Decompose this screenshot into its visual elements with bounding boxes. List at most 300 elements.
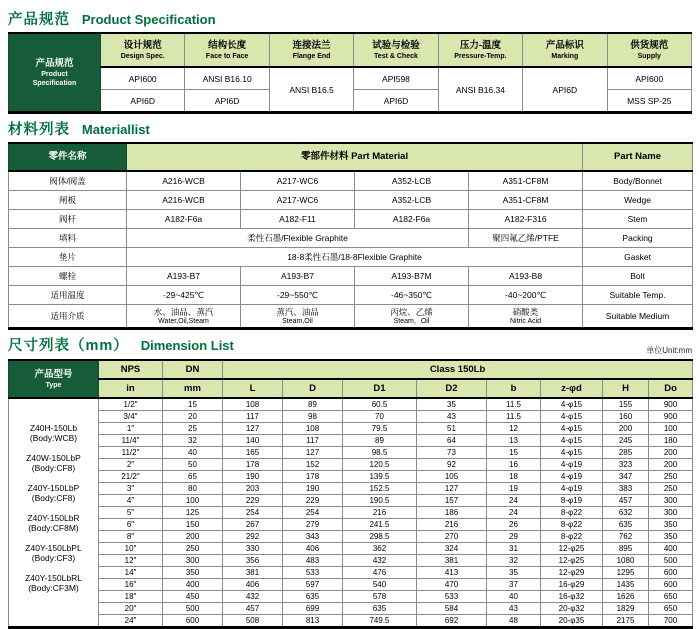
materials-part-label-header: 零件名称 <box>9 143 127 171</box>
part-name-cell: Wedge <box>583 191 693 210</box>
dimension-cell: 3/4″ <box>99 411 163 423</box>
dimension-cell: 15 <box>163 398 223 411</box>
dimension-cell: 127 <box>417 483 487 495</box>
dimension-cell: 300 <box>649 495 693 507</box>
dimension-cell: 356 <box>223 555 283 567</box>
dimension-cell: 584 <box>417 603 487 615</box>
dimension-cell: 160 <box>603 411 649 423</box>
material-cell: A217-WC6 <box>241 171 355 191</box>
dimension-cell: 98.5 <box>343 447 417 459</box>
dimension-cell: 24″ <box>99 615 163 628</box>
type-label: Z40H-150Lb (Body:WCB) <box>29 423 78 443</box>
section-title-zh: 产品规范 <box>8 12 70 28</box>
material-cell: A216-WCB <box>127 171 241 191</box>
dimension-cell: 4-φ15 <box>541 411 603 423</box>
type-label: Z40Y-150LbP (Body:CF8) <box>27 483 80 503</box>
dimension-cell: 699 <box>283 603 343 615</box>
dimension-cell: 140 <box>223 435 283 447</box>
material-cell: A182-F11 <box>241 210 355 229</box>
dimension-cell: 50 <box>163 459 223 471</box>
section-title-zh: 尺寸列表（mm） <box>8 338 129 354</box>
dimension-cell: 48 <box>487 615 541 628</box>
spec-col-pressure: 压力-温度 Pressure-Temp. <box>438 33 522 67</box>
dimension-cell: 692 <box>417 615 487 628</box>
dimension-cell: 362 <box>343 543 417 555</box>
dimension-dn-unit: mm <box>163 379 223 398</box>
dimension-type-header: 产品型号 Type <box>9 360 99 398</box>
dimension-cell: 476 <box>343 567 417 579</box>
dimension-cell: 650 <box>649 591 693 603</box>
dimension-cell: 80 <box>163 483 223 495</box>
material-cell: A182-F6a <box>355 210 469 229</box>
dimension-cell: 6″ <box>99 519 163 531</box>
materials-table <box>8 142 693 330</box>
dimension-cell: 4″ <box>99 495 163 507</box>
dimension-cell: 117 <box>223 411 283 423</box>
dimension-cell: 250 <box>649 471 693 483</box>
spec-value-row-1 <box>9 67 692 90</box>
dimension-cell: 11.5 <box>487 411 541 423</box>
dimension-cell: 5″ <box>99 507 163 519</box>
dimension-row <box>9 459 693 471</box>
dimension-cell: 43 <box>417 411 487 423</box>
dimension-cell: 650 <box>649 603 693 615</box>
dimension-cell: 180 <box>649 435 693 447</box>
dimension-cell: 600 <box>649 579 693 591</box>
material-cell: A352-LCB <box>355 171 469 191</box>
material-cell: -46~350℃ <box>355 286 469 305</box>
dimension-col-D: D <box>283 379 343 398</box>
product-spec-table <box>8 32 692 114</box>
dimension-cell: 254 <box>223 507 283 519</box>
materials-material-header: 零部件材料 Part Material <box>127 143 583 171</box>
materials-row <box>9 267 693 286</box>
dimension-cell: 100 <box>649 423 693 435</box>
dimension-cell: 400 <box>649 543 693 555</box>
table-cell: ANSI B16.5 <box>269 67 353 113</box>
part-label-cell: 阀杆 <box>9 210 127 229</box>
dimension-cell: 178 <box>223 459 283 471</box>
dimension-cell: 216 <box>417 519 487 531</box>
spec-header-row <box>9 33 692 67</box>
dimension-cell: 186 <box>417 507 487 519</box>
materials-row <box>9 191 693 210</box>
dimension-cell: 4-φ19 <box>541 459 603 471</box>
dimension-header-row-1 <box>9 360 693 379</box>
material-cell: A182-F6a <box>127 210 241 229</box>
dimension-cell: 4-φ15 <box>541 435 603 447</box>
dimension-cell: 500 <box>163 603 223 615</box>
table-cell: API598 <box>354 67 438 90</box>
dimension-cell: 470 <box>417 579 487 591</box>
dimension-cell: 108 <box>283 423 343 435</box>
dimension-cell: 8-φ22 <box>541 507 603 519</box>
material-cell: -40~200℃ <box>469 286 583 305</box>
spec-col-test: 试验与检验 Test & Check <box>354 33 438 67</box>
dimension-cell: 152 <box>283 459 343 471</box>
dimension-cell: 64 <box>417 435 487 447</box>
dimension-row <box>9 483 693 495</box>
dimension-cell: 157 <box>417 495 487 507</box>
dimension-cell: 457 <box>223 603 283 615</box>
section-title-materials <box>8 121 692 138</box>
dimension-nps-header: NPS <box>99 360 163 379</box>
dimension-cell: 4-φ15 <box>541 423 603 435</box>
part-name-cell: Packing <box>583 229 693 248</box>
dimension-cell: 1829 <box>603 603 649 615</box>
materials-row <box>9 305 693 329</box>
dimension-cell: 92 <box>417 459 487 471</box>
dimension-cell: 347 <box>603 471 649 483</box>
dimension-header-row-2 <box>9 379 693 398</box>
spec-col-face2face: 结构长度 Face to Face <box>185 33 269 67</box>
part-label-cell: 阀体/阀盖 <box>9 171 127 191</box>
dimension-cell: 200 <box>649 459 693 471</box>
dimension-cell: 203 <box>223 483 283 495</box>
dimension-col-D2: D2 <box>417 379 487 398</box>
dimension-cell: 16 <box>487 459 541 471</box>
dimension-cell: 350 <box>649 519 693 531</box>
dimension-cell: 635 <box>283 591 343 603</box>
dimension-cell: 413 <box>417 567 487 579</box>
section-title-en: Dimension List <box>140 338 234 353</box>
dimension-class-header: Class 150Lb <box>223 360 693 379</box>
dimension-cell: 20-φ35 <box>541 615 603 628</box>
material-cell: -29~550℃ <box>241 286 355 305</box>
dimension-cell: 40 <box>487 591 541 603</box>
dimension-cell: 4-φ19 <box>541 471 603 483</box>
dimension-cell: 383 <box>603 483 649 495</box>
dimension-cell: 79.5 <box>343 423 417 435</box>
dimension-cell: 100 <box>163 495 223 507</box>
dimension-cell: 200 <box>649 447 693 459</box>
dimension-cell: 11.5 <box>487 398 541 411</box>
dimension-cell: 406 <box>283 543 343 555</box>
materials-part-name-header: Part Name <box>583 143 693 171</box>
dimension-cell: 120.5 <box>343 459 417 471</box>
dimension-cell: 813 <box>283 615 343 628</box>
dimension-cell: 533 <box>417 591 487 603</box>
dimension-col-b: b <box>487 379 541 398</box>
part-name-cell: Suitable Temp. <box>583 286 693 305</box>
dimension-cell: 89 <box>343 435 417 447</box>
dimension-cell: 190.5 <box>343 495 417 507</box>
type-label: Z40W-150LbP (Body:CF8) <box>26 453 81 473</box>
section-title-dimensions <box>8 337 692 354</box>
dimension-cell: 98 <box>283 411 343 423</box>
dimension-cell: 29 <box>487 531 541 543</box>
dimension-nps-unit: in <box>99 379 163 398</box>
dimension-cell: 241.5 <box>343 519 417 531</box>
spec-corner-en1: Product <box>41 70 68 78</box>
dimension-cell: 1″ <box>99 423 163 435</box>
spec-corner-en2: Specification <box>32 79 77 87</box>
dimension-cell: 8-φ22 <box>541 531 603 543</box>
materials-header-row <box>9 143 693 171</box>
dimension-cell: 400 <box>163 579 223 591</box>
dimension-row <box>9 567 693 579</box>
materials-row <box>9 229 693 248</box>
dimension-cell: 292 <box>223 531 283 543</box>
materials-table-body <box>9 171 693 329</box>
dimension-cell: 285 <box>603 447 649 459</box>
dimension-cell: 20″ <box>99 603 163 615</box>
dimension-cell: 12-φ25 <box>541 555 603 567</box>
material-cell: A193-B7M <box>355 267 469 286</box>
dimension-cell: 298.5 <box>343 531 417 543</box>
section-title-zh: 材料列表 <box>8 122 70 138</box>
spec-col-marking: 产品标识 Marking <box>523 33 607 67</box>
material-cell: 18-8柔性石墨/18-8Flexible Graphite <box>127 248 583 267</box>
table-cell: API6D <box>185 90 269 113</box>
dimension-cell: 65 <box>163 471 223 483</box>
table-cell: ANSI B16.10 <box>185 67 269 90</box>
dimension-cell: 127 <box>223 423 283 435</box>
dimension-cell: 300 <box>163 555 223 567</box>
dimension-cell: 37 <box>487 579 541 591</box>
dimension-cell: 21/2″ <box>99 471 163 483</box>
dimension-table-body <box>9 398 693 628</box>
dimension-cell: 73 <box>417 447 487 459</box>
dimension-cell: 300 <box>649 507 693 519</box>
dimension-cell: 178 <box>283 471 343 483</box>
dimension-cell: 1435 <box>603 579 649 591</box>
material-cell: A352-LCB <box>355 191 469 210</box>
dimension-cell: 432 <box>223 591 283 603</box>
dimension-cell: 749.5 <box>343 615 417 628</box>
part-label-cell: 填料 <box>9 229 127 248</box>
dimension-cell: 16″ <box>99 579 163 591</box>
section-title-en: Product Specification <box>81 12 216 27</box>
dimension-cell: 125 <box>163 507 223 519</box>
dimension-cell: 330 <box>223 543 283 555</box>
table-cell: API600 <box>101 67 185 90</box>
type-label: Z40Y-150LbR (Body:CF8M) <box>27 513 80 533</box>
dimension-cell: 578 <box>343 591 417 603</box>
dimension-row <box>9 411 693 423</box>
dimension-cell: 8″ <box>99 531 163 543</box>
dimension-cell: 35 <box>487 567 541 579</box>
dimension-cell: 40 <box>163 447 223 459</box>
dimension-cell: 89 <box>283 398 343 411</box>
dimension-cell: 600 <box>649 567 693 579</box>
type-cell <box>9 398 99 628</box>
dimension-cell: 381 <box>417 555 487 567</box>
dimension-cell: 245 <box>603 435 649 447</box>
dimension-col-zd: z-φd <box>541 379 603 398</box>
dimension-cell: 13 <box>487 435 541 447</box>
spec-corner-cell <box>9 33 101 113</box>
material-cell: 水、油品、蒸汽 Water,Oil,Steam <box>127 305 241 329</box>
dimension-cell: 18″ <box>99 591 163 603</box>
dimension-row <box>9 579 693 591</box>
dimension-cell: 51 <box>417 423 487 435</box>
part-label-cell: 适用介质 <box>9 305 127 329</box>
dimension-cell: 1626 <box>603 591 649 603</box>
dimension-col-Do: Do <box>649 379 693 398</box>
dimension-cell: 508 <box>223 615 283 628</box>
material-cell: A193-B7 <box>241 267 355 286</box>
dimension-cell: 900 <box>649 411 693 423</box>
dimension-cell: 635 <box>343 603 417 615</box>
part-name-cell: Body/Bonnet <box>583 171 693 191</box>
dimension-cell: 19 <box>487 483 541 495</box>
dimension-cell: 457 <box>603 495 649 507</box>
dimension-cell: 165 <box>223 447 283 459</box>
dimension-cell: 11/2″ <box>99 447 163 459</box>
dimension-cell: 20 <box>163 411 223 423</box>
dimension-cell: 32 <box>163 435 223 447</box>
dimension-cell: 8-φ19 <box>541 495 603 507</box>
material-cell: A193-B8 <box>469 267 583 286</box>
spec-corner-zh: 产品规范 <box>35 57 74 69</box>
dimension-cell: 267 <box>223 519 283 531</box>
part-label-cell: 闸板 <box>9 191 127 210</box>
material-cell: 硝酸类 Nitric Acid <box>469 305 583 329</box>
dimension-cell: 406 <box>223 579 283 591</box>
dimension-cell: 2175 <box>603 615 649 628</box>
dimension-cell: 190 <box>283 483 343 495</box>
materials-row <box>9 210 693 229</box>
dimension-cell: 635 <box>603 519 649 531</box>
dimension-cell: 483 <box>283 555 343 567</box>
dimension-cell: 190 <box>223 471 283 483</box>
dimension-cell: 250 <box>649 483 693 495</box>
material-cell: -29~425℃ <box>127 286 241 305</box>
dimension-cell: 24 <box>487 495 541 507</box>
material-cell: A351-CF8M <box>469 191 583 210</box>
dimension-row <box>9 615 693 628</box>
table-cell: MSS SP-25 <box>607 90 691 113</box>
spec-col-supply: 供货规范 Supply <box>607 33 691 67</box>
material-cell: A217-WC6 <box>241 191 355 210</box>
dimension-cell: 4-φ15 <box>541 447 603 459</box>
dimension-row <box>9 423 693 435</box>
dimension-cell: 11/4″ <box>99 435 163 447</box>
part-label-cell: 垫片 <box>9 248 127 267</box>
dimension-cell: 254 <box>283 507 343 519</box>
table-cell: API600 <box>607 67 691 90</box>
material-cell: A351-CF8M <box>469 171 583 191</box>
dimension-cell: 450 <box>163 591 223 603</box>
dimension-cell: 12-φ29 <box>541 567 603 579</box>
dimension-row <box>9 435 693 447</box>
dimension-cell: 632 <box>603 507 649 519</box>
table-cell: ANSI B16.34 <box>438 67 522 113</box>
material-cell: A216-WCB <box>127 191 241 210</box>
dimension-cell: 14″ <box>99 567 163 579</box>
dimension-cell: 43 <box>487 603 541 615</box>
material-cell: A193-B7 <box>127 267 241 286</box>
table-cell: API6D <box>354 90 438 113</box>
dimension-cell: 4-φ15 <box>541 398 603 411</box>
dimension-cell: 127 <box>283 447 343 459</box>
dimension-cell: 70 <box>343 411 417 423</box>
dimension-cell: 200 <box>163 531 223 543</box>
dimension-col-D1: D1 <box>343 379 417 398</box>
dimension-cell: 250 <box>163 543 223 555</box>
dimension-cell: 35 <box>417 398 487 411</box>
dimension-cell: 32 <box>487 555 541 567</box>
dimension-cell: 155 <box>603 398 649 411</box>
dimension-cell: 26 <box>487 519 541 531</box>
dimension-cell: 105 <box>417 471 487 483</box>
dimension-cell: 10″ <box>99 543 163 555</box>
dimension-cell: 1080 <box>603 555 649 567</box>
type-label: Z40Y-150LbPL (Body:CF3) <box>25 543 82 563</box>
dimension-cell: 25 <box>163 423 223 435</box>
dimension-cell: 24 <box>487 507 541 519</box>
dimension-cell: 1295 <box>603 567 649 579</box>
part-label-cell: 螺栓 <box>9 267 127 286</box>
dimension-cell: 350 <box>649 531 693 543</box>
unit-note: 单位Unit:mm <box>646 346 692 355</box>
dimension-cell: 229 <box>283 495 343 507</box>
dimension-cell: 1/2″ <box>99 398 163 411</box>
dimension-cell: 350 <box>163 567 223 579</box>
dimension-cell: 762 <box>603 531 649 543</box>
dimension-cell: 20-φ32 <box>541 603 603 615</box>
dimension-cell: 12″ <box>99 555 163 567</box>
materials-row <box>9 286 693 305</box>
dimension-dn-header: DN <box>163 360 223 379</box>
dimension-cell: 533 <box>283 567 343 579</box>
table-cell: API6D <box>101 90 185 113</box>
dimension-cell: 4-φ19 <box>541 483 603 495</box>
dimension-cell: 216 <box>343 507 417 519</box>
dimension-row <box>9 519 693 531</box>
section-title-product-spec <box>8 11 692 28</box>
dimension-row <box>9 447 693 459</box>
dimension-row <box>9 555 693 567</box>
dimension-cell: 31 <box>487 543 541 555</box>
dimension-row <box>9 591 693 603</box>
dimension-row <box>9 495 693 507</box>
dimension-cell: 895 <box>603 543 649 555</box>
dimension-cell: 432 <box>343 555 417 567</box>
dimension-col-L: L <box>223 379 283 398</box>
dimension-cell: 323 <box>603 459 649 471</box>
dimension-row <box>9 398 693 411</box>
dimension-row <box>9 471 693 483</box>
dimension-cell: 200 <box>603 423 649 435</box>
part-name-cell: Suitable Medium <box>583 305 693 329</box>
part-name-cell: Gasket <box>583 248 693 267</box>
dimension-cell: 16-φ29 <box>541 579 603 591</box>
dimension-cell: 381 <box>223 567 283 579</box>
dimension-cell: 16-φ32 <box>541 591 603 603</box>
dimension-row <box>9 531 693 543</box>
dimension-cell: 2″ <box>99 459 163 471</box>
materials-row <box>9 171 693 191</box>
dimension-cell: 500 <box>649 555 693 567</box>
dimension-cell: 15 <box>487 447 541 459</box>
type-label: Z40Y-150LbRL (Body:CF3M) <box>25 573 82 593</box>
dimension-row <box>9 543 693 555</box>
spec-col-design: 设计规范 Design Spec. <box>101 33 185 67</box>
dimension-cell: 12 <box>487 423 541 435</box>
dimension-cell: 108 <box>223 398 283 411</box>
dimension-cell: 900 <box>649 398 693 411</box>
dimension-cell: 139.5 <box>343 471 417 483</box>
dimension-cell: 270 <box>417 531 487 543</box>
dimension-cell: 152.5 <box>343 483 417 495</box>
dimension-cell: 12-φ25 <box>541 543 603 555</box>
dimension-cell: 540 <box>343 579 417 591</box>
spec-col-flange: 连接法兰 Flange End <box>269 33 353 67</box>
material-cell: 丙烷、乙烯 Steam，Oil <box>355 305 469 329</box>
dimension-cell: 700 <box>649 615 693 628</box>
